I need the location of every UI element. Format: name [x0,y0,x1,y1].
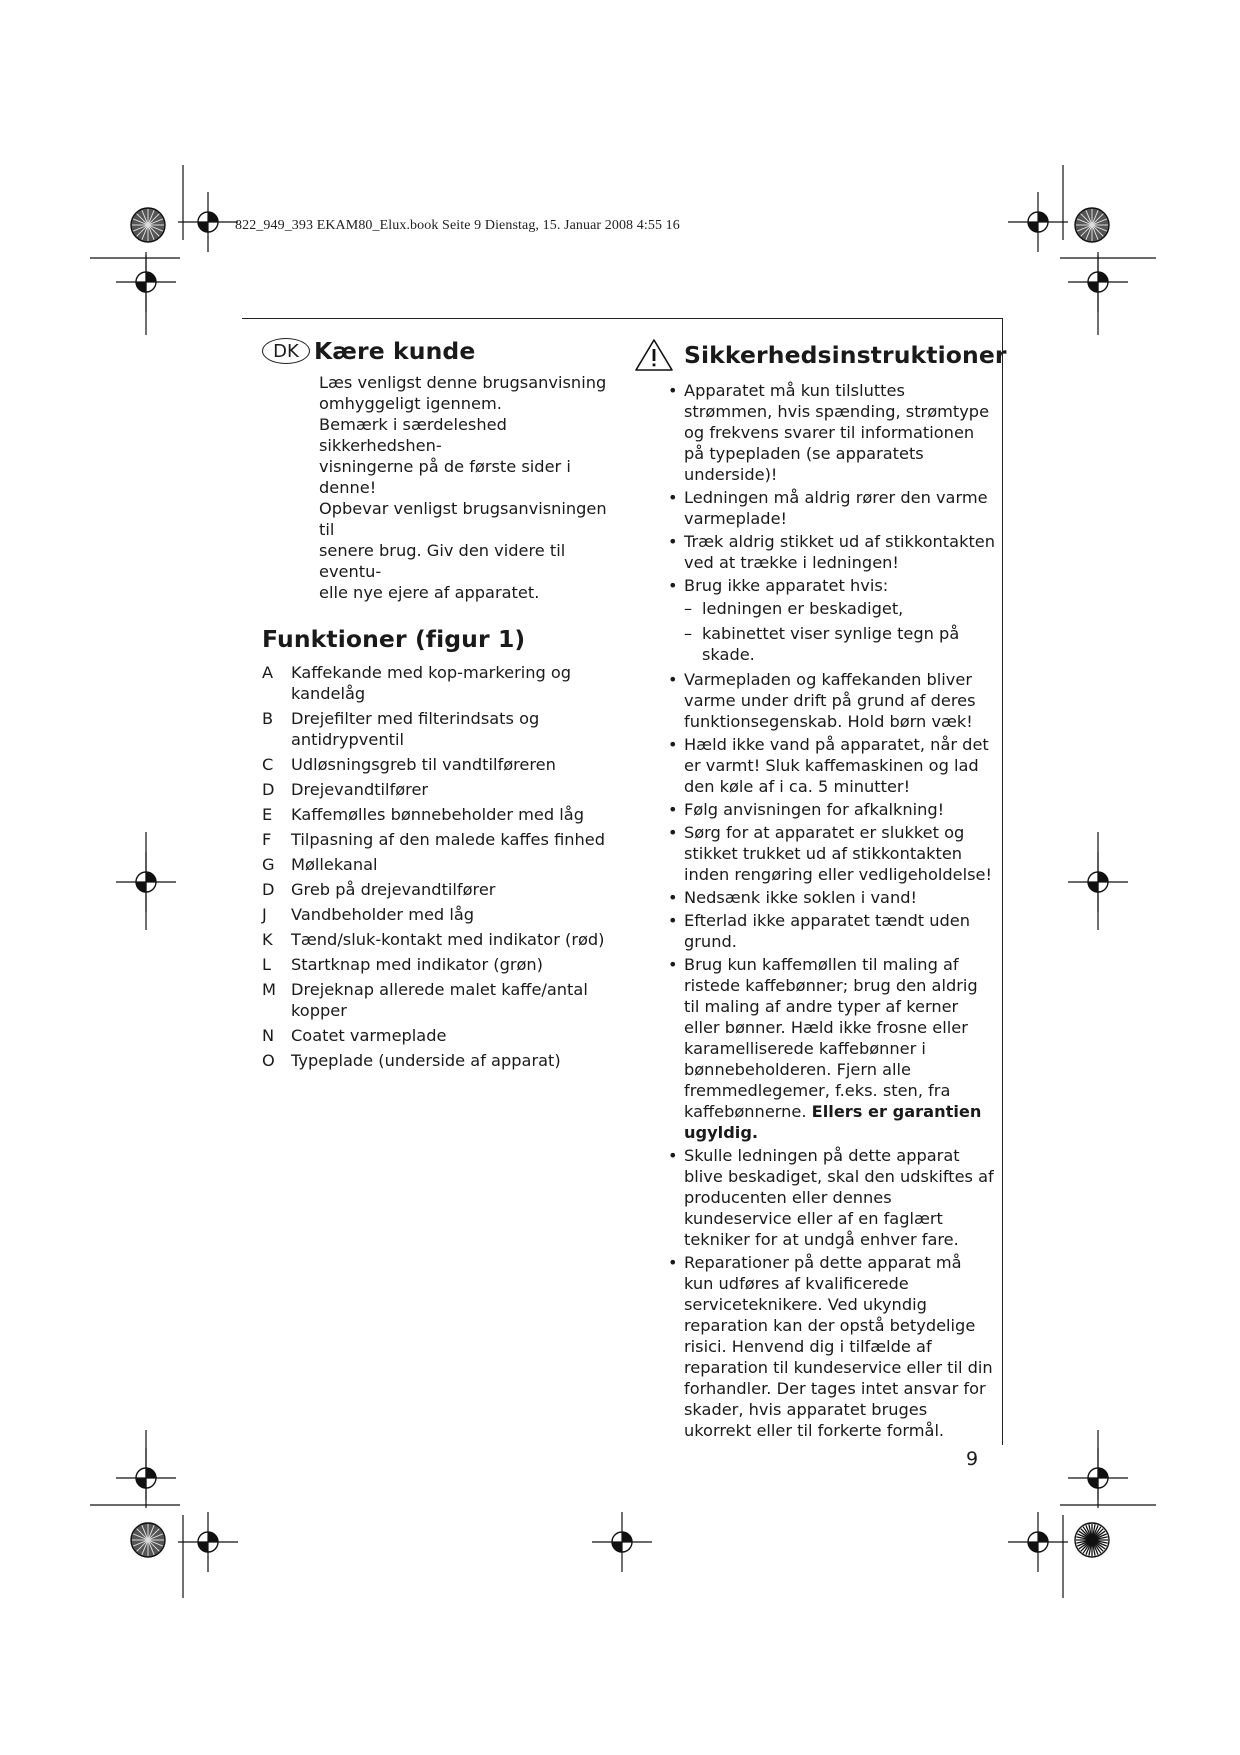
function-letter: O [262,1051,275,1070]
function-letter: G [262,855,275,874]
print-header: 822_949_393 EKAM80_Elux.book Seite 9 Dienstag, 15. Januar 2008 4:55 16 [235,218,680,233]
function-letter: E [262,805,273,824]
safety-item [668,954,996,1143]
function-item [262,929,622,950]
safety-item: • Ledningen må aldrig rører den varme varmeplade! [668,487,996,529]
safety-item [668,575,996,665]
safety-item: • Apparatet må kun tilsluttes strømmen, hvis spænding, strømtype og frekvens svarer til informationen på typepladen (se apparatets underside)! [668,380,996,485]
function-item [262,879,622,900]
function-text: Kaffekande med kop-markering og kandelåg [291,663,572,703]
function-letter: A [262,663,274,682]
function-item [262,954,622,975]
warning-triangle-icon [634,338,674,372]
frame-top-rule [242,318,1002,319]
warranty-warning: Ellers er garantien ugyldig. [684,1102,982,1142]
safety-subitem: – kabinettet viser synlige tegn på skade. [684,623,996,665]
safety-item: • Hæld ikke vand på apparatet, når det er varmt! Sluk kaffemaskinen og lad den køle af i ca. 5 minutter! [668,734,996,797]
safety-item: • Sørg for at apparatet er slukket og stikket trukket ud af stikkontakten inden rengøring eller vedligeholdelse! [668,822,996,885]
intro-line: Opbevar venligst brugsanvisningen til [319,499,607,539]
function-item [262,708,622,750]
function-letter: D [262,880,275,899]
function-item [262,904,622,925]
safety-list [668,380,996,1441]
left-column [262,338,622,1075]
frame-right-rule [1002,318,1003,1445]
safety-item: • Følg anvisningen for afkalkning! [668,799,996,820]
function-item [262,662,622,704]
function-text: Startknap med indikator (grøn) [291,955,543,974]
function-text: Drejevandtilfører [291,780,429,799]
function-text: Drejefilter med filterindsats og antidrypventil [291,709,540,749]
safety-item: • Skulle ledningen på dette apparat blive beskadiget, skal den udskiftes af producenten eller dennes kundeservice eller af en faglært tekniker for at undgå enhver fare. [668,1145,996,1250]
safety-item-text: Brug ikke apparatet hvis: [684,576,889,595]
function-letter: J [262,905,267,924]
function-item [262,979,622,1021]
function-text: Drejeknap allerede malet kaffe/antal kopper [291,980,588,1020]
safety-heading-row [634,338,1007,372]
safety-title: Sikkerhedsinstruktioner [684,340,1007,369]
page-number: 9 [966,1448,979,1470]
function-text: Tænd/sluk-kontakt med indikator (rød) [291,930,605,949]
greeting-title: Kære kunde [314,336,476,365]
function-item [262,854,622,875]
safety-sublist [684,598,996,665]
intro-line: elle nye ejere af apparatet. [319,583,540,602]
function-text: Greb på drejevandtilfører [291,880,496,899]
function-text: Typeplade (underside af apparat) [291,1051,561,1070]
function-item [262,779,622,800]
function-item [262,804,622,825]
function-letter: N [262,1026,275,1045]
functions-title: Funktioner (figur 1) [262,625,526,653]
safety-item: • Nedsænk ikke soklen i vand! [668,887,996,908]
intro-line: senere brug. Giv den videre til eventu- [319,541,566,581]
intro-line: omhyggeligt igennem. [319,394,502,413]
greeting-heading-row [262,338,622,364]
function-letter: D [262,780,275,799]
function-letter: M [262,980,276,999]
safety-item: • Reparationer på dette apparat må kun udføres af kvalificerede serviceteknikere. Ved ukyndig reparation kan der opstå betydelige risici. Henvend dig i tilfælde af reparation til kundeservice eller til din forhandler. Der tages intet ansvar for skader, hvis apparatet bruges ukorrekt eller til forkerte formål. [668,1252,996,1441]
safety-item: • Varmepladen og kaffekanden bliver varme under drift på grund af deres funktionsegenskab. Hold børn væk! [668,669,996,732]
intro-line: visningerne på de første sider i denne! [319,457,571,497]
function-letter: K [262,930,273,949]
function-text: Kaffemølles bønnebeholder med låg [291,805,584,824]
language-badge: DK [262,338,310,364]
function-letter: B [262,709,274,728]
safety-item: • Træk aldrig stikket ud af stikkontakten ved at trække i ledningen! [668,531,996,573]
safety-item: • Efterlad ikke apparatet tændt uden grund. [668,910,996,952]
function-letter: L [262,955,272,974]
function-text: Tilpasning af den malede kaffes finhed [291,830,606,849]
function-text: Vandbeholder med låg [291,905,475,924]
intro-line: Læs venligst denne brugsanvisning [319,373,607,392]
right-column [634,338,1007,1443]
function-text: Udløsningsgreb til vandtilføreren [291,755,556,774]
function-item [262,754,622,775]
function-text: Møllekanal [291,855,378,874]
function-text: Coatet varmeplade [291,1026,447,1045]
intro-line: Bemærk i særdeleshed sikkerhedshen- [319,415,507,455]
safety-item-text: Brug kun kaffemøllen til maling af ristede kaffebønner; brug den aldrig til maling af andre typer af kerner eller bønner. Hæld ikke frosne eller karamelliserede kaffebønner i bønnebeholderen. Fjern alle fremmedlegemer, f.eks. sten, fra kaffebønnerne. [684,955,978,1121]
function-letter: F [262,830,272,849]
intro-text [319,372,622,603]
function-letter: C [262,755,274,774]
functions-list [262,662,622,1071]
function-item [262,1025,622,1046]
function-item [262,829,622,850]
safety-subitem: – ledningen er beskadiget, [684,598,996,619]
function-item [262,1050,622,1071]
